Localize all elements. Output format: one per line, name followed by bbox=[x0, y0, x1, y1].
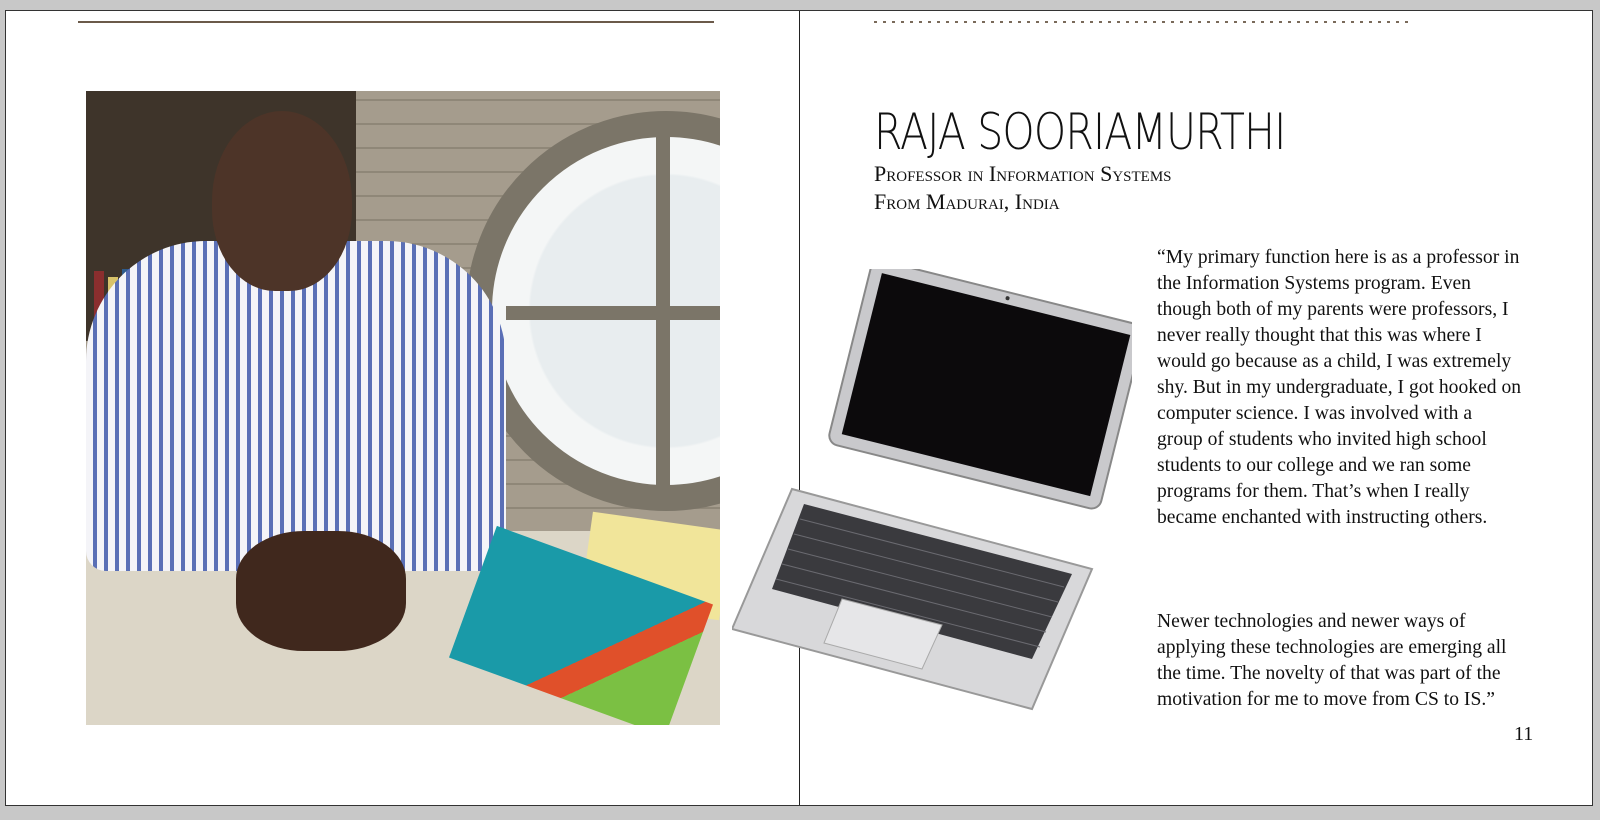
magazine-spread bbox=[5, 10, 1593, 806]
page-number: 11 bbox=[1514, 723, 1534, 745]
person-hands bbox=[236, 531, 406, 651]
quote-paragraph-1: “My primary function here is as a professor in the Information Systems program. Even though both of my parents were professors, I never really thought that this was where I would go because as a child, I was extremely shy. But in my undergraduate, I got hooked on computer science. I was involved with a group of students who invited high school students to our college and we ran some programs for them. That’s when I really became enchanted with instructing others. bbox=[1157, 247, 1522, 528]
laptop-screen bbox=[842, 273, 1131, 496]
window-mullion bbox=[506, 306, 720, 320]
quote-paragraph-2: Newer technologies and newer ways of applying these technologies are emerging all the time. The novelty of that was part of the motivation for me to move from CS to IS.” bbox=[1157, 611, 1507, 710]
profile-name: RAJA SOORIAMURTHI bbox=[874, 103, 1286, 161]
profile-title: Professor in Information Systems bbox=[874, 161, 1172, 186]
profile-origin: From Madurai, India bbox=[874, 189, 1060, 214]
laptop-image bbox=[732, 269, 1132, 719]
top-rule-right bbox=[874, 21, 1414, 23]
portrait-photo bbox=[86, 91, 720, 725]
person-head bbox=[212, 111, 352, 291]
top-rule-left bbox=[78, 21, 714, 23]
person-shirt bbox=[86, 241, 506, 571]
